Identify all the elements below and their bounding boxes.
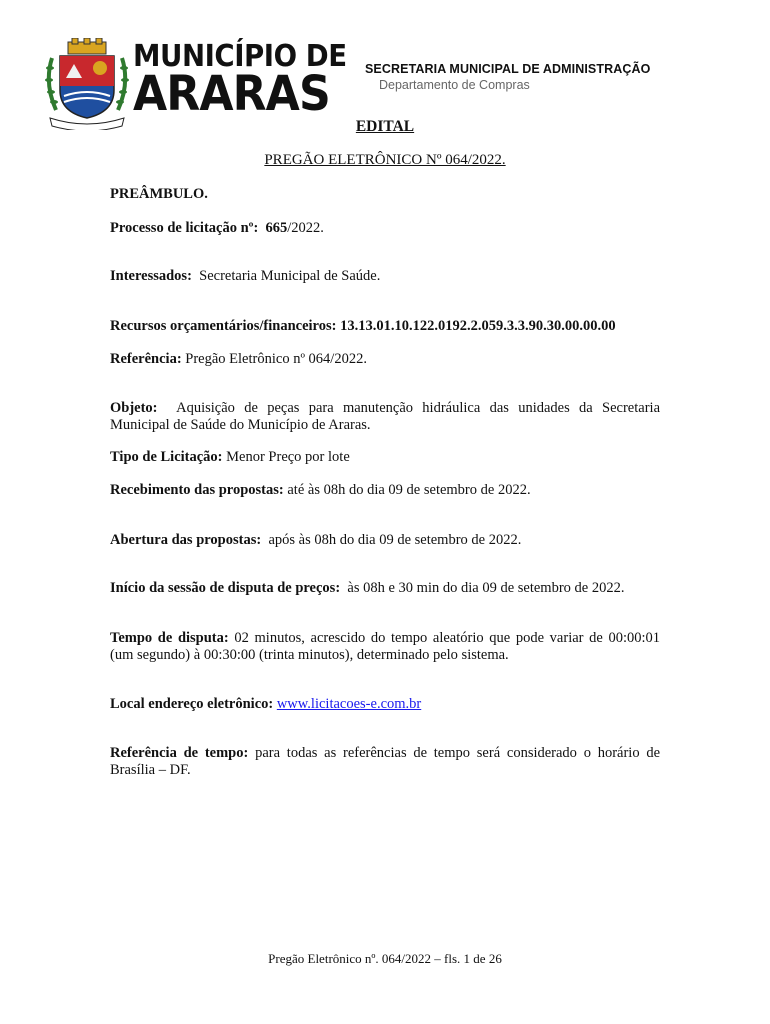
secretaria-name: SECRETARIA MUNICIPAL DE ADMINISTRAÇÃO [365,62,651,76]
interessados-line: Interessados: Secretaria Municipal de Saúde. [110,268,381,284]
brand-line-1: MUNICÍPIO DE [133,39,347,74]
department-header [365,62,650,92]
tempo-disputa-paragraph: Tempo de disputa: 02 minutos, acrescido do tempo aleatório que pode variar de 00:00:01 (um segundo) à 00:30:00 (trinta minutos), determinado pelo sistema. [110,630,661,663]
page-footer: Pregão Eletrônico nº. 064/2022 – fls. 1 de 26 [268,951,502,966]
municipality-brand [133,39,365,122]
referencia-tempo-paragraph: Referência de tempo: para todas as referências de tempo será considerado o horário de Brasília – DF. [110,745,661,778]
tipo-licitacao-line: Tipo de Licitação: Menor Preço por lote [110,449,350,465]
edital-heading: EDITAL [355,118,415,135]
recebimento-line: Recebimento das propostas: até às 08h do dia 09 de setembro de 2022. [110,482,531,498]
processo-line: Processo de licitação nº: 665/2022. [110,220,324,236]
departamento-name: Departamento de Compras [379,78,530,92]
coat-of-arms-logo [42,38,132,130]
brand-line-2: ARARAS [133,66,330,122]
inicio-sessao-paragraph: Início da sessão de disputa de preços: às 08h e 30 min do dia 09 de setembro de 2022. [110,580,625,596]
pregao-title: PREGÃO ELETRÔNICO Nº 064/2022. [264,152,506,168]
local-endereco-line: Local endereço eletrônico: www.licitacoes-e.com.br [110,696,422,712]
abertura-line: Abertura das propostas: após às 08h do dia 09 de setembro de 2022. [110,532,522,548]
licitacoes-link[interactable]: www.licitacoes-e.com.br [276,696,422,712]
preambulo-heading: PREÂMBULO. [110,186,208,202]
objeto-paragraph: Objeto: Aquisição de peças para manutenção hidráulica das unidades da Secretaria Municipal de Saúde do Município de Araras. [110,400,661,433]
recursos-line: Recursos orçamentários/financeiros: 13.13.01.10.122.0192.2.059.3.3.90.30.00.00.00 [110,318,616,334]
referencia-line: Referência: Pregão Eletrônico nº 064/2022. [110,351,367,367]
